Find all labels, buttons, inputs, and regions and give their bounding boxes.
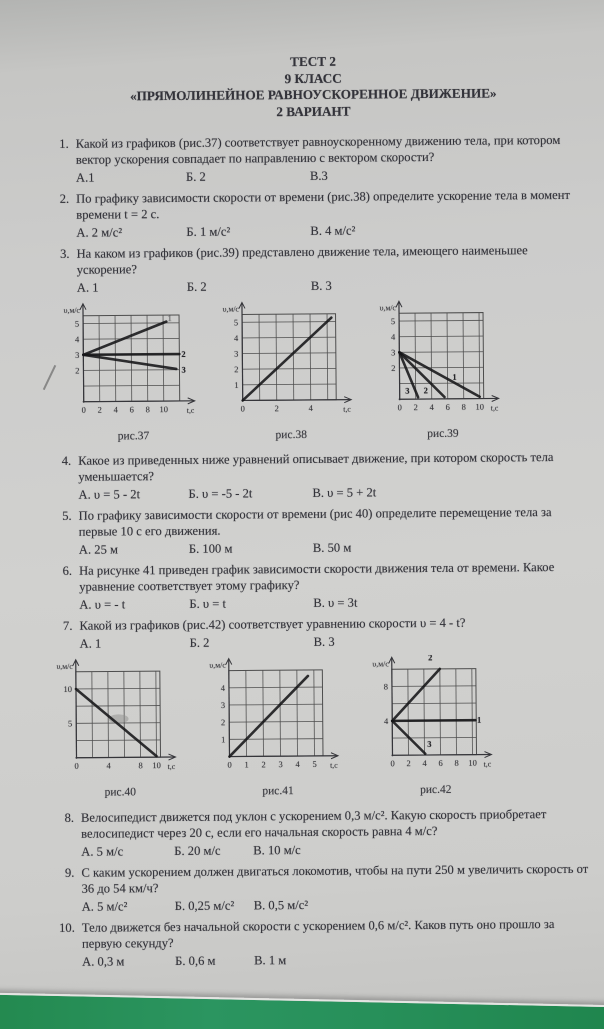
question-3-option-a: А. 1 [76, 280, 99, 295]
svg-text:5: 5 [233, 317, 239, 328]
svg-text:υ,м/с: υ,м/с [56, 662, 73, 672]
svg-text:3: 3 [234, 348, 239, 359]
question-2-option-a: А. 2 м/с² [76, 225, 123, 240]
svg-text:t,с: t,с [343, 404, 351, 414]
svg-text:10: 10 [467, 757, 477, 768]
svg-text:8: 8 [461, 401, 466, 412]
figure-row-40-42 [49, 654, 588, 801]
svg-text:2: 2 [274, 403, 279, 414]
svg-text:2: 2 [413, 401, 418, 412]
figure-ris-40 [49, 657, 191, 801]
svg-text:υ,м/с: υ,м/с [379, 303, 396, 313]
figure-ris-37 [56, 301, 210, 445]
svg-text:2: 2 [261, 759, 266, 770]
svg-text:υ,м/с: υ,м/с [222, 304, 240, 314]
figure-ris-42-caption: рис.42 [420, 784, 452, 797]
svg-text:3: 3 [278, 759, 283, 770]
svg-text:0: 0 [227, 759, 232, 770]
svg-text:4: 4 [74, 334, 80, 345]
figure-plot-svg [364, 655, 506, 780]
question-3-option-b: Б. 2 [186, 279, 207, 294]
question-4-option-b: Б. υ = -5 - 2t [188, 486, 253, 502]
test-grade: 9 КЛАСС [284, 70, 342, 86]
figure-plot-svg [371, 298, 513, 423]
question-7 [48, 615, 586, 653]
question-1-option-v: В.3 [309, 168, 328, 183]
svg-text:10: 10 [159, 403, 169, 414]
question-10-option-b: Б. 0,6 м [175, 953, 216, 968]
question-4-number: 4. [61, 454, 72, 469]
figure-ris-39 [371, 298, 513, 442]
svg-text:2: 2 [390, 362, 395, 373]
svg-text:8: 8 [453, 758, 459, 769]
svg-text:8: 8 [138, 760, 143, 771]
svg-text:υ,м/с: υ,м/с [209, 660, 226, 670]
figure-ris-41-plot [202, 656, 354, 786]
figure-row-37-39 [46, 298, 585, 445]
question-9 [50, 862, 588, 916]
figure-ris-42 [364, 655, 506, 799]
question-5-text: По графику зависимости скорости от времени (рис 40) определите перемещение тела за первые 10 с его движения. [78, 505, 552, 540]
svg-text:4: 4 [308, 402, 313, 413]
question-8-text: Велосипедист движется под уклон с ускорением 0,3 м/с². Какую скорость приобретает велосипедист через 20 с, если его начальная скорость равна 4 м/с? [80, 806, 547, 841]
question-9-options [82, 896, 589, 916]
svg-text:8: 8 [383, 681, 388, 692]
svg-text:t,с: t,с [490, 403, 498, 413]
question-1-options [76, 167, 583, 187]
question-10-options [82, 950, 589, 970]
figure-plot-svg [56, 301, 210, 426]
question-5-option-a: А. 25 м [78, 542, 119, 558]
question-5-option-v: В. 50 м [312, 540, 352, 556]
question-2-option-b: Б. 1 м/с² [186, 224, 231, 239]
svg-text:4: 4 [113, 404, 118, 415]
question-2-number: 2. [59, 191, 70, 206]
svg-text:1: 1 [476, 715, 481, 726]
svg-text:2: 2 [75, 365, 80, 376]
question-3-option-v: В. 3 [310, 278, 332, 293]
svg-text:3: 3 [404, 385, 410, 396]
figure-ris-40-plot [49, 657, 191, 787]
question-6-option-b: Б. υ = t [189, 596, 227, 612]
question-1-number: 1. [59, 136, 69, 151]
svg-text:2: 2 [423, 385, 428, 396]
svg-text:υ,м/с: υ,м/с [63, 305, 81, 315]
svg-text:1: 1 [451, 371, 457, 382]
figure-ris-37-plot [56, 301, 210, 431]
svg-text:6: 6 [129, 404, 134, 415]
question-4-option-a: А. υ = 5 - 2t [78, 487, 141, 503]
question-7-option-b: Б. 2 [189, 636, 210, 651]
question-7-option-v: В. 3 [313, 635, 335, 650]
question-3-number: 3. [60, 246, 70, 261]
svg-text:1: 1 [221, 734, 226, 745]
svg-text:t,с: t,с [330, 760, 338, 771]
figure-ris-38-caption: рис.38 [275, 428, 307, 442]
question-8 [50, 807, 588, 861]
question-10-text: Тело движется без начальной скорости с ускорением 0,6 м/с². Каков путь оно прошло за первую секунду? [81, 916, 555, 951]
question-5-option-b: Б. 100 м [188, 541, 233, 557]
svg-text:6: 6 [437, 758, 443, 769]
figure-ris-40-caption: рис.40 [104, 786, 137, 799]
svg-text:5: 5 [74, 318, 80, 329]
question-9-number: 9. [64, 865, 75, 880]
svg-text:3: 3 [181, 364, 186, 375]
question-6-option-v: В. υ = 3t [313, 595, 358, 611]
svg-text:4: 4 [106, 760, 111, 771]
svg-text:5: 5 [390, 315, 395, 326]
svg-text:5: 5 [67, 718, 73, 729]
question-1-option-a: А.1 [75, 170, 95, 185]
svg-text:0: 0 [81, 404, 86, 415]
question-1-option-b: Б. 2 [185, 169, 206, 184]
svg-text:8: 8 [145, 404, 150, 415]
test-variant: 2 ВАРИАНТ [276, 103, 351, 119]
figure-ris-39-caption: рис.39 [427, 427, 459, 440]
question-4 [47, 450, 585, 504]
question-9-option-b: Б. 0,25 м/с² [174, 898, 235, 913]
question-10-option-a: А. 0,3 м [82, 954, 125, 969]
svg-text:2: 2 [427, 654, 432, 663]
svg-text:10: 10 [474, 401, 484, 412]
question-7-text: Какой из графиков (рис.42) соответствует уравнению скорости υ = 4 - t? [79, 616, 466, 634]
question-9-option-v: В. 0,5 м/с² [253, 897, 309, 913]
question-8-option-a: А. 5 м/с [81, 844, 124, 859]
svg-text:5: 5 [312, 759, 317, 770]
figure-plot-svg [49, 657, 191, 782]
svg-text:3: 3 [220, 700, 226, 711]
question-2-options [76, 222, 583, 242]
question-4-options [78, 484, 585, 504]
svg-text:4: 4 [233, 332, 239, 343]
question-5-options [79, 539, 586, 559]
svg-text:1: 1 [167, 312, 172, 324]
svg-text:3: 3 [426, 739, 432, 750]
question-3-options [77, 277, 584, 297]
question-1-text: Какой из графиков (рис.37) соответствует равноускоренному движению тела, при котором вектор ускорения совпадает по направлению с вектором скорости? [75, 132, 561, 167]
question-9-option-a: А. 5 м/с² [81, 899, 128, 914]
svg-text:1: 1 [244, 759, 249, 770]
figure-ris-38 [215, 299, 367, 443]
figure-plot-svg [202, 656, 353, 781]
question-1 [45, 133, 583, 187]
question-9-text: С каким ускорением должен двигаться локомотив, чтобы на пути 250 м увеличить скорость от 36 до 54 км/ч? [81, 861, 589, 896]
svg-text:4: 4 [383, 716, 388, 727]
svg-text:3: 3 [390, 347, 395, 358]
question-7-option-a: А. 1 [79, 636, 102, 652]
svg-text:2: 2 [234, 364, 239, 375]
svg-text:4: 4 [421, 758, 427, 769]
svg-text:2: 2 [181, 348, 186, 359]
question-3 [45, 243, 583, 297]
svg-text:1: 1 [234, 379, 239, 390]
question-6-number: 6. [62, 564, 73, 579]
svg-text:2: 2 [97, 404, 102, 415]
question-3-text: На каком из графиков (рис.39) представлено движение тела, имеющего наименьшее ускорение? [76, 243, 528, 277]
figure-plot-svg [215, 299, 366, 424]
figure-ris-42-plot [364, 655, 506, 785]
test-topic: «ПРЯМОЛИНЕЙНОЕ РАВНОУСКОРЕННОЕ ДВИЖЕНИЕ» [129, 85, 497, 104]
svg-text:10: 10 [152, 760, 161, 771]
question-2 [45, 188, 583, 242]
svg-text:0: 0 [397, 402, 402, 413]
svg-text:4: 4 [390, 331, 395, 342]
svg-text:0: 0 [74, 761, 79, 772]
question-2-text: По графику зависимости скорости от времени (рис.38) определите ускорение тела в момент времени t = 2 с. [76, 187, 570, 222]
figure-ris-38-plot [215, 299, 367, 429]
question-5-number: 5. [62, 509, 72, 524]
svg-text:10: 10 [63, 684, 73, 695]
question-10 [51, 916, 589, 970]
question-10-option-v: В. 1 м [254, 952, 287, 968]
question-4-option-v: В. υ = 5 + 2t [312, 485, 377, 501]
svg-text:t,с: t,с [186, 405, 195, 415]
svg-text:2: 2 [405, 758, 411, 769]
svg-text:t,с: t,с [167, 762, 176, 772]
question-4-text: Какое из приведенных ниже уравнений описывает движение, при котором скорость тела уменьшается? [78, 450, 554, 485]
test-title: ТЕСТ 2 [290, 53, 337, 70]
svg-text:4: 4 [429, 401, 434, 412]
svg-text:0: 0 [240, 403, 245, 414]
svg-text:6: 6 [445, 401, 450, 412]
question-5 [48, 505, 586, 559]
svg-text:t,с: t,с [483, 759, 491, 769]
svg-text:0: 0 [389, 758, 395, 769]
question-7-number: 7. [62, 619, 73, 634]
test-header [44, 52, 583, 122]
question-6 [48, 560, 586, 614]
question-6-option-a: А. υ = - t [79, 597, 126, 613]
svg-text:4: 4 [220, 683, 226, 694]
figure-ris-39-plot [371, 298, 513, 428]
question-8-number: 8. [64, 810, 75, 825]
svg-text:υ,м/с: υ,м/с [371, 659, 389, 669]
svg-text:2: 2 [220, 717, 226, 728]
figure-ris-41-caption: рис.41 [262, 785, 294, 798]
question-2-option-v: В. 4 м/с² [310, 223, 356, 238]
question-7-options [80, 633, 587, 653]
question-8-option-b: Б. 20 м/с [174, 843, 221, 858]
question-6-options [79, 594, 586, 614]
question-8-option-v: В. 10 м/с [253, 842, 301, 858]
figure-ris-37-caption: рис.37 [117, 430, 150, 443]
svg-text:3: 3 [75, 349, 80, 360]
test-content [44, 52, 589, 976]
question-6-text: На рисунке 41 приведен график зависимости скорости движения тела от времени. Какое уравнение соответствует этому графику? [78, 560, 555, 595]
question-8-options [81, 841, 588, 861]
svg-text:4: 4 [295, 759, 300, 770]
figure-ris-41 [202, 656, 354, 800]
question-10-number: 10. [59, 920, 75, 935]
